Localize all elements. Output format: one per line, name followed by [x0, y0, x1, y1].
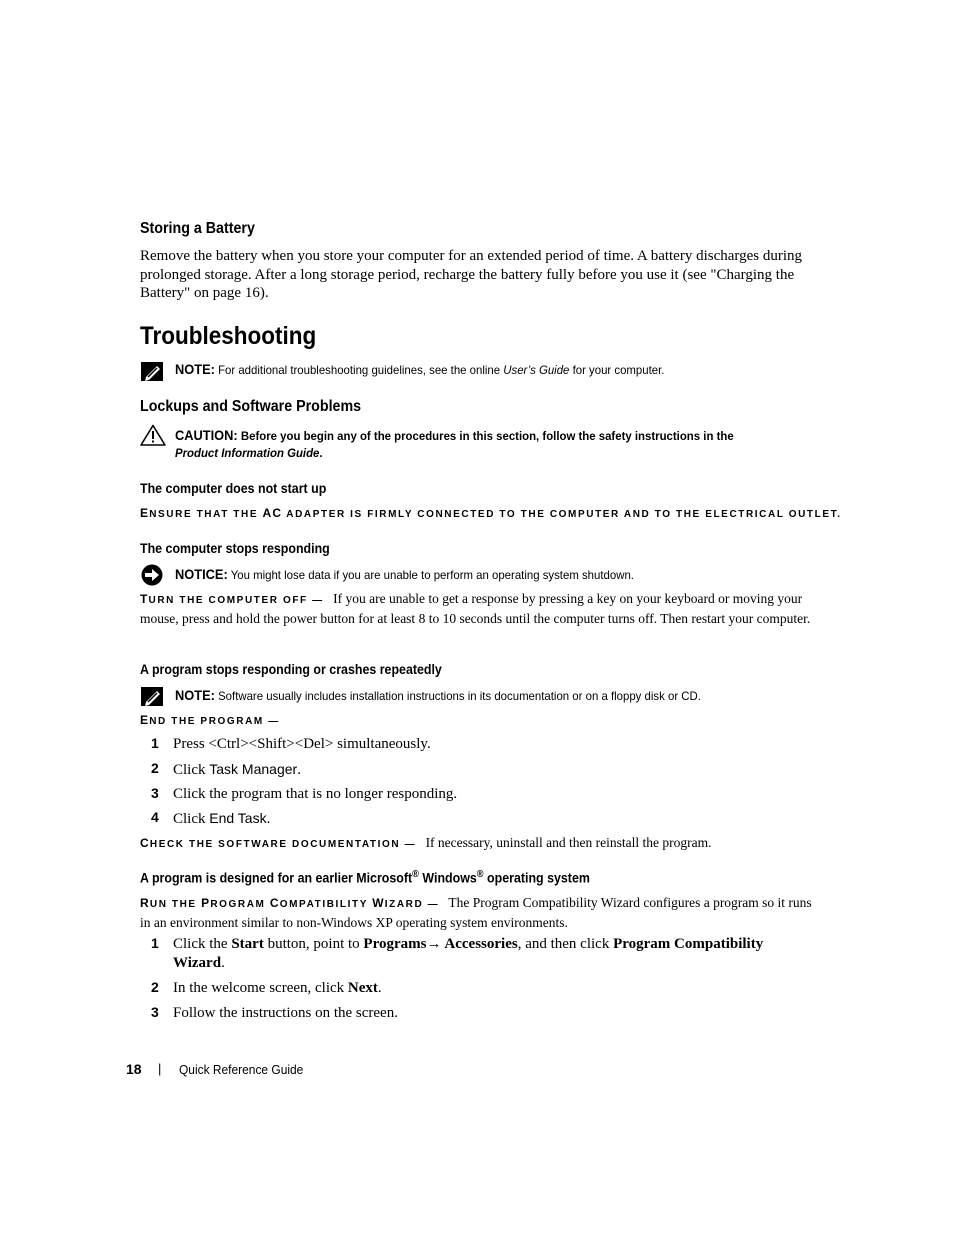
note-box — [140, 360, 820, 384]
turn-off-paragraph: TURN THE COMPUTER OFF — If you are unable to get a response by pressing a key on your keyboard or moving your mouse, press and hold the power button for at least 8 to 10 seconds until the computer turns off. Then restart your computer. — [140, 591, 811, 626]
subheading-earlier-windows: A program is designed for an earlier Microsoft® Windows® operating system — [140, 869, 590, 886]
caution-italic: Product Information Guide — [175, 446, 320, 460]
subheading-program-crashes: A program stops responding or crashes repeatedly — [140, 662, 442, 677]
note-label-2: NOTE: — [175, 688, 215, 703]
action-ensure-adapter: ENSURE THAT THE AC ADAPTER IS FIRMLY CONNECTED TO THE COMPUTER AND TO THE ELECTRICAL OUTLET. — [140, 506, 842, 520]
note-italic: User’s Guide — [503, 363, 570, 377]
check-documentation-paragraph: CHECK THE SOFTWARE DOCUMENTATION — If necessary, uninstall and then reinstall the program. — [140, 835, 712, 850]
notice-text: You might lose data if you are unable to perform an operating system shutdown. — [230, 568, 634, 582]
notice-arrow-icon — [140, 564, 166, 586]
list-item: 1 Press <Ctrl><Shift><Del> simultaneously. — [151, 735, 431, 752]
subheading-stops-responding: The computer stops responding — [140, 541, 330, 556]
note-pencil-icon — [140, 686, 166, 708]
note-text-2: Software usually includes installation instructions in its documentation or on a floppy disk or CD. — [218, 689, 701, 703]
end-program-steps — [140, 735, 820, 835]
section-heading-storing: Storing a Battery — [140, 220, 255, 237]
note-label: NOTE: — [175, 362, 215, 377]
footer-separator: | — [158, 1061, 162, 1076]
list-item: 3 Follow the instructions on the screen. — [151, 1004, 398, 1021]
note-text: For additional troubleshooting guidelines, see the online — [218, 363, 501, 377]
notice-label: NOTICE: — [175, 567, 228, 582]
footer-title: Quick Reference Guide — [179, 1062, 304, 1077]
notice-box — [140, 563, 820, 587]
note-pencil-icon — [140, 361, 166, 383]
note-box-2 — [140, 685, 820, 709]
list-item: 4 Click End Task. — [151, 809, 271, 827]
caution-triangle-icon — [140, 424, 166, 446]
section-heading-lockups: Lockups and Software Problems — [140, 398, 362, 415]
list-item: 3 Click the program that is no longer responding. — [151, 785, 458, 802]
caution-label: CAUTION: — [175, 428, 238, 443]
note-text-end: for your computer. — [572, 363, 665, 377]
page-title: Troubleshooting — [140, 322, 317, 350]
action-end-program: END THE PROGRAM — — [140, 713, 280, 727]
list-item: 1 Click the Start button, point to Programs→ Accessories, and then click Program Compatibility Wizard. — [151, 935, 764, 971]
caution-end: . — [319, 446, 323, 460]
subheading-no-start: The computer does not start up — [140, 481, 327, 496]
caution-box — [140, 424, 820, 464]
caution-text: Before you begin any of the procedures in this section, follow the safety instructions in the — [240, 429, 734, 443]
list-item: 2 In the welcome screen, click Next. — [151, 979, 382, 996]
storing-paragraph: Remove the battery when you store your computer for an extended period of time. A battery discharges during prolonged storage. After a long storage period, recharge the battery fully before you use it (see "Charging the Battery" on page 16). — [140, 248, 803, 301]
list-item: 2 Click Task Manager. — [151, 760, 301, 778]
page-number: 18 — [126, 1061, 142, 1077]
run-wizard-paragraph: RUN THE PROGRAM COMPATIBILITY WIZARD — The Program Compatibility Wizard configures a program so it runs in an environment similar to non-Windows XP operating system environments. — [140, 895, 812, 930]
page-footer — [126, 1061, 426, 1081]
